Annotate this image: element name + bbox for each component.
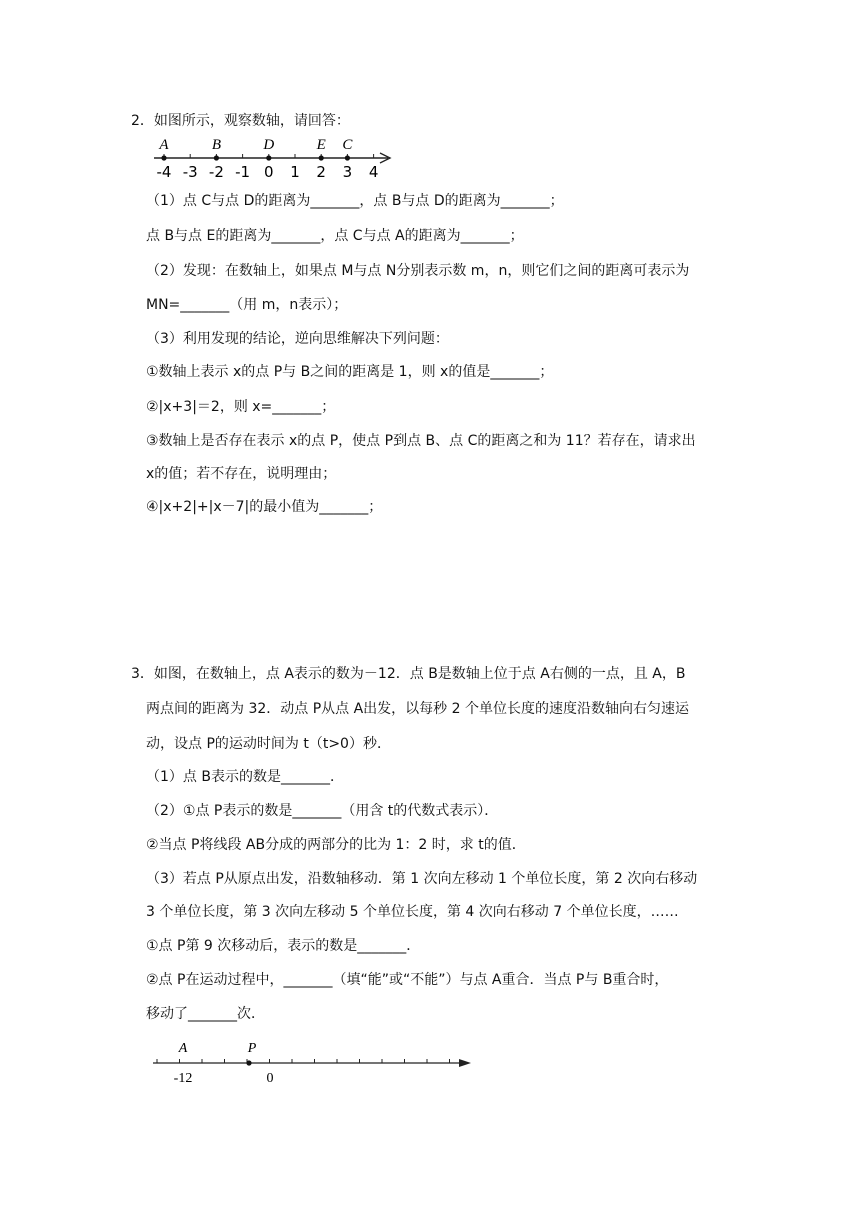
- q2-line-10: ④|x+2|+|x－7|的最小值为_______；: [146, 499, 383, 515]
- point-A: [178, 1041, 188, 1056]
- point-dot: [266, 155, 271, 160]
- q2-line-2: 点 B与点 E的距离为_______，点 C与点 A的距离为_______；: [146, 228, 524, 244]
- tick-label: 0: [264, 163, 274, 181]
- tick-label: -1: [235, 163, 251, 181]
- point-P: [246, 1041, 256, 1066]
- tick-label: -4: [156, 163, 172, 181]
- tick-label: 2: [316, 163, 326, 181]
- point-A-label: A: [178, 1041, 188, 1056]
- tick-label: 4: [368, 163, 379, 181]
- point-label: A: [159, 137, 169, 153]
- q2-line-3: （2）发现：在数轴上，如果点 M与点 N分别表示数 m，n，则它们之间的距离可表示为: [146, 263, 690, 279]
- point-P-dot: [246, 1060, 251, 1065]
- q3-line-7: 3 个单位长度，第 3 次向左移动 5 个单位长度，第 4 次向右移动 7 个单位长度，……: [146, 904, 679, 920]
- q2-line-6: ①数轴上表示 x的点 P与 B之间的距离是 1，则 x的值是_______；: [146, 364, 554, 380]
- point-E: [316, 137, 326, 161]
- q2-line-4: MN=_______（用 m，n表示）；: [146, 297, 348, 313]
- q2-line-1: （1）点 C与点 D的距离为_______，点 B与点 D的距离为_______；: [146, 193, 564, 209]
- tick-label: 1: [290, 163, 300, 181]
- point-P-label: P: [247, 1041, 257, 1056]
- q3-line-4: （2）①点 P表示的数是_______（用含 t的代数式表示）．: [146, 803, 499, 819]
- point-label: B: [211, 137, 221, 153]
- q3-line-1: 两点间的距离为 32．动点 P从点 A出发，以每秒 2 个单位长度的速度沿数轴向右匀速运: [146, 701, 689, 717]
- point-B: [212, 137, 221, 161]
- point-label: E: [316, 137, 326, 153]
- q3-line-10: 移动了_______次．: [146, 1006, 265, 1022]
- question-3-title: 3．如图，在数轴上，点 A表示的数为－12．点 B是数轴上位于点 A右侧的一点，且 A，B: [131, 666, 686, 682]
- point-dot: [214, 155, 219, 160]
- number-line-q2: [150, 132, 400, 182]
- question-2-title: 2．如图所示，观察数轴，请回答：: [131, 113, 350, 129]
- arrow-head-icon: [459, 1059, 471, 1067]
- q2-line-8: ③数轴上是否存在表示 x的点 P，使点 P到点 B、点 C的距离之和为 11？若存在，请求出: [146, 433, 696, 449]
- q3-line-2: 动，设点 P的运动时间为 t（t>0）秒．: [146, 736, 391, 752]
- tick-label: -3: [182, 163, 198, 181]
- q2-line-7: ②|x+3|＝2，则 x=_______；: [146, 399, 336, 415]
- point-label: D: [263, 137, 275, 153]
- tick-label-zero: 0: [266, 1071, 274, 1086]
- point-label: C: [342, 137, 353, 153]
- q3-line-3: （1）点 B表示的数是_______．: [146, 769, 344, 785]
- point-dot: [345, 155, 350, 160]
- point-dot: [319, 155, 324, 160]
- point-C: [342, 137, 353, 161]
- point-A: [158, 137, 169, 161]
- tick-label: -2: [208, 163, 224, 181]
- number-line-q3: [145, 1038, 485, 1088]
- q3-line-9: ②点 P在运动过程中，_______（填“能”或“不能”）与点 A重合．当点 P与 B重合时，: [146, 972, 669, 988]
- tick-label: 3: [342, 163, 353, 181]
- tick-label-minus-12: -12: [173, 1071, 193, 1086]
- point-D: [262, 137, 274, 161]
- q3-line-6: （3）若点 P从原点出发，沿数轴移动．第 1 次向左移动 1 个单位长度，第 2 次向右移动: [146, 871, 698, 887]
- q2-line-5: （3）利用发现的结论，逆向思维解决下列问题：: [146, 331, 449, 347]
- point-dot: [161, 155, 166, 160]
- q2-line-9: x的值；若不存在，说明理由；: [146, 466, 337, 482]
- q3-line-8: ①点 P第 9 次移动后，表示的数是_______．: [146, 938, 421, 954]
- q3-line-5: ②当点 P将线段 AB分成的两部分的比为 1：2 时，求 t的值．: [146, 837, 526, 853]
